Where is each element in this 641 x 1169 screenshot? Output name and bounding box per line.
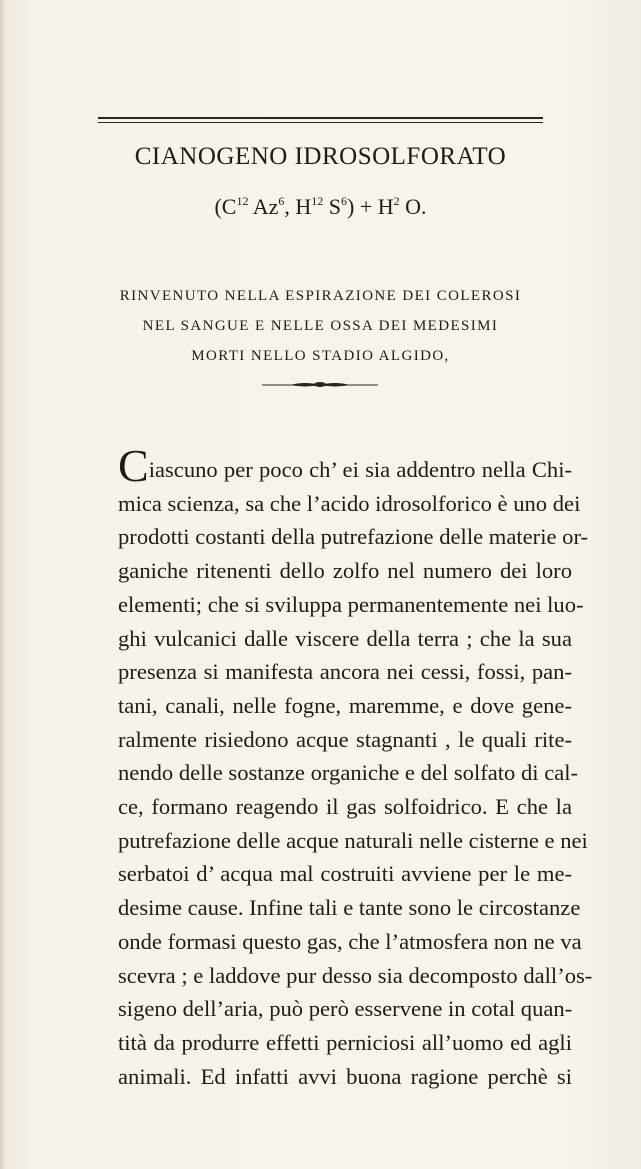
chapter-title: CIANOGENO IDROSOLFORATO [134,143,507,170]
text-line: animali. Ed infatti avvi buona ragione perchè si [118,1063,572,1089]
text-line-first: Ciascuno per poco ch’ ei sia addentro nella Chi- [118,440,572,491]
ornamental-divider-icon [260,378,380,390]
chemical-formula [0,194,641,220]
formula-part: S [323,194,342,219]
text-line: putrefazione delle acque naturali nelle cisterne e nei [118,827,588,853]
formula-superscript: 2 [393,194,400,208]
formula-superscript: 12 [236,194,249,208]
text-line: ghi vulcanici dalle viscere della terra ; che la sua [118,625,572,651]
subheading-line: RINVENUTO NELLA ESPIRAZIONE DEI COLEROSI [119,288,522,304]
subheading-line: MORTI NELLO STADIO ALGIDO, [191,348,450,364]
text-line-content: iascuno per poco ch’ ei sia addentro nella Chi- [148,457,572,482]
formula-part: O. [399,194,427,219]
text-line: scevra ; e laddove pur desso sia decomposto dall’os- [118,962,593,988]
text-line: prodotti costanti della putrefazione delle materie or- [118,524,589,550]
top-rule-thin [98,122,543,123]
formula-part: (C [214,194,237,219]
text-line: desime cause. Infine tali e tante sono le circostanze [118,895,581,921]
formula-superscript: 6 [341,194,348,208]
text-line: onde formasi questo gas, che l’atmosfera non ne va [118,928,582,954]
page-binding-shadow [0,0,6,1169]
top-rule-thick [98,117,543,119]
text-line: sigeno dell’aria, può però esservene in cotal quan- [118,996,573,1022]
formula-part: , H [284,194,312,219]
text-line: ganiche ritenenti dello zolfo nel numero dei loro [118,558,572,584]
text-line: mica scienza, sa che l’acido idrosolforico è uno dei [118,490,581,516]
text-line: ce, formano reagendo il gas solfoidrico. E che la [118,794,572,820]
text-line: nendo delle sostanze organiche e del solfato di cal- [118,760,579,786]
text-line: elementi; che si sviluppa permanentemente nei luo- [118,591,584,617]
subheading-line: NEL SANGUE E NELLE OSSA DEI MEDESIMI [142,318,499,334]
formula-part: Az [248,194,279,219]
body-paragraph [118,440,593,1093]
text-line: tani, canali, nelle fogne, maremme, e dove gene- [118,692,572,718]
text-line: tità da produrre effetti perniciosi all’uomo ed agli [118,1029,572,1055]
text-line: ralmente risiedono acque stagnanti , le quali rite- [118,726,572,752]
text-line: serbatoi d’ acqua mal costruiti avviene per le me- [118,861,572,887]
formula-superscript: 12 [311,194,324,208]
formula-part: ) + H [347,194,394,219]
text-line: presenza si manifesta ancora nei cessi, fossi, pan- [118,659,572,685]
formula-superscript: 6 [278,194,285,208]
